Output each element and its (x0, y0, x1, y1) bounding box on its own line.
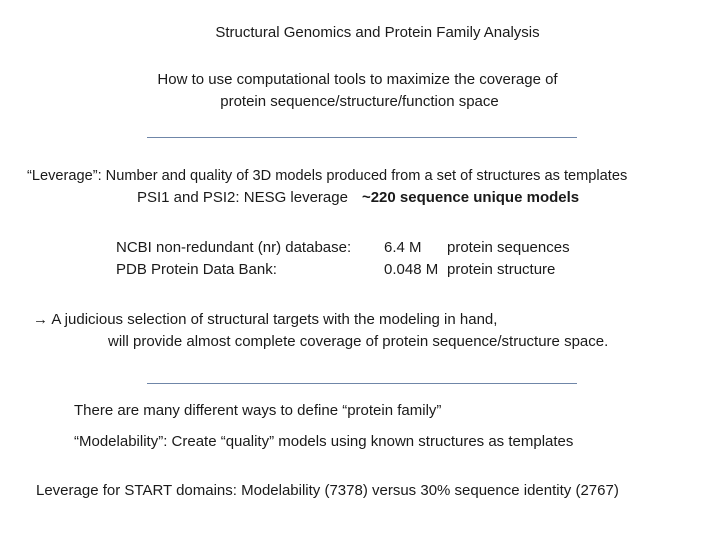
conclusion-line-2: will provide almost complete coverage of protein sequence/structure space. (108, 333, 609, 350)
subtitle-line-1: How to use computational tools to maximize the coverage of (157, 71, 558, 88)
page-title: Structural Genomics and Protein Family Analysis (215, 24, 540, 41)
nr-database-value: 6.4 M (384, 239, 422, 256)
nr-database-unit: protein sequences (447, 239, 570, 256)
pdb-database-unit: protein structure (447, 261, 556, 278)
divider-bottom (147, 383, 577, 384)
conclusion-line-1: → A judicious selection of structural targets with the modeling in hand, (33, 311, 498, 328)
leverage-definition: “Leverage”: Number and quality of 3D models produced from a set of structures as templates (27, 168, 628, 184)
subtitle-line-2: protein sequence/structure/function space (220, 93, 499, 110)
pdb-database-name: PDB Protein Data Bank: (116, 261, 277, 278)
psi-leverage-value: ~220 sequence unique models (361, 189, 580, 206)
pdb-database-value: 0.048 M (384, 261, 439, 278)
modelability-note: “Modelability”: Create “quality” models using known structures as templates (74, 433, 574, 450)
protein-family-note: There are many different ways to define “protein family” (74, 402, 442, 419)
divider-top (147, 137, 577, 138)
nr-database-name: NCBI non-redundant (nr) database: (116, 239, 352, 256)
psi-leverage-prefix: PSI1 and PSI2: NESG leverage (137, 189, 348, 206)
psi-leverage-line (137, 189, 579, 207)
start-domains-note: Leverage for START domains: Modelability (7378) versus 30% sequence identity (2767) (36, 482, 619, 499)
